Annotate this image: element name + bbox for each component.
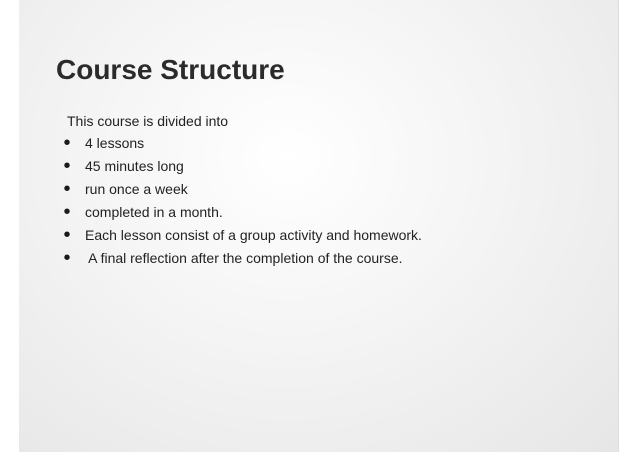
bullet-text: run once a week (85, 181, 188, 197)
bullet-icon: • (63, 178, 71, 200)
slide (19, 0, 619, 452)
bullet-icon: • (63, 155, 71, 177)
bullet-icon: • (63, 224, 71, 246)
bullet-text: A final reflection after the completion of the course. (85, 250, 403, 266)
bullet-icon: • (63, 247, 71, 269)
slide-title: Course Structure (56, 54, 285, 85)
bullet-text: 4 lessons (85, 135, 145, 151)
bullet-text: 45 minutes long (85, 158, 184, 174)
bullet-icon: • (63, 201, 71, 223)
intro-text: This course is divided into (67, 113, 229, 129)
bullet-text: Each lesson consist of a group activity and homework. (85, 227, 422, 243)
bullet-text: completed in a month. (85, 204, 223, 220)
bullet-icon: • (63, 132, 71, 154)
